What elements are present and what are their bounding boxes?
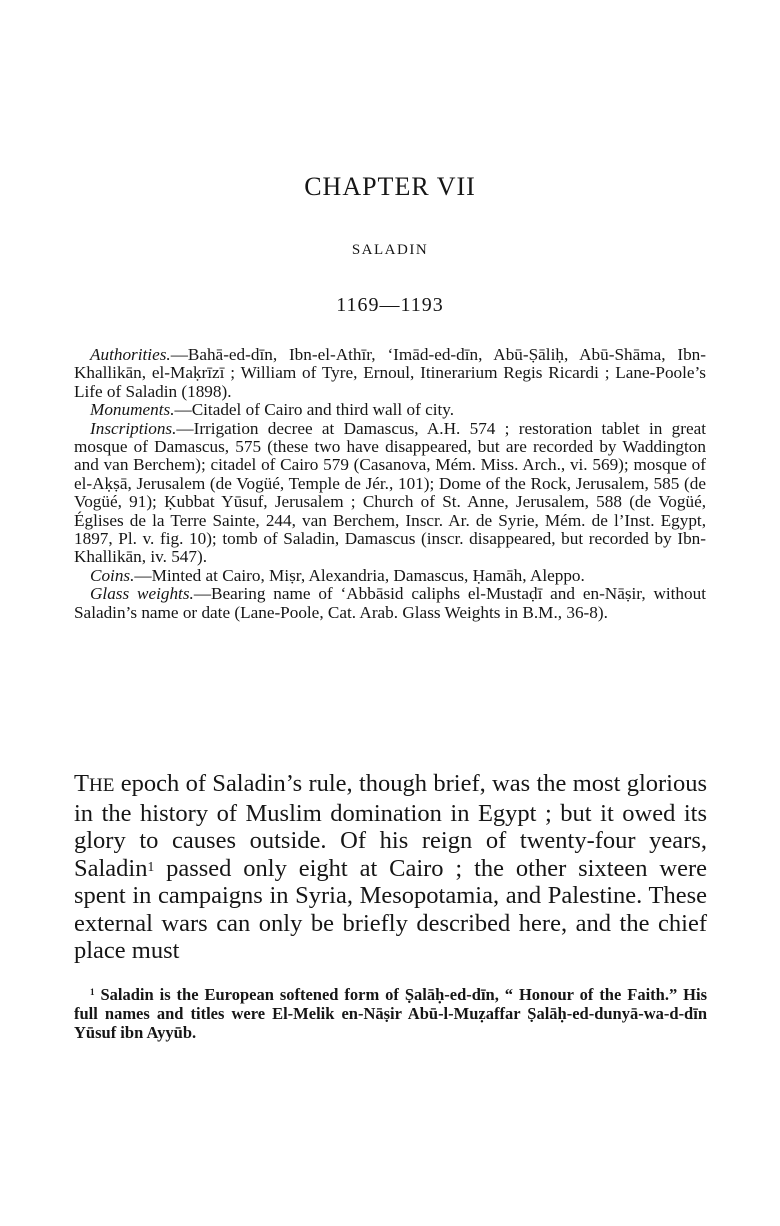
footnote-reference: 1 xyxy=(147,858,155,874)
main-paragraph xyxy=(74,770,707,965)
monuments-label: Monuments. xyxy=(90,400,175,420)
footnote-marker: 1 xyxy=(90,987,95,997)
glass-weights-label: Glass weights. xyxy=(90,584,194,604)
authorities-entry xyxy=(74,346,706,401)
coins-label: Coins. xyxy=(90,565,135,585)
authorities-text: —Bahā-ed-dīn, Ibn-el-Athīr, ‘Imād-ed-dīn, Abū-Ṣāliḥ, Abū-Shāma, Ibn-Khallikān, el-Maḳrīzī ; William of Tyre, Ernoul, Itinerarium Regis Ricardi ; Lane-Poole’s Life of Saladin (1898). xyxy=(74,345,706,401)
authorities-label: Authorities. xyxy=(90,345,171,364)
coins-text: —Minted at Cairo, Miṣr, Alexandria, Damascus, Ḥamāh, Aleppo. xyxy=(134,565,585,585)
footnote xyxy=(74,985,707,1042)
glass-weights-text: —Bearing name of ‘Abbāsid caliphs el-Mustaḍī and en-Nāṣir, without Saladin’s name or date (Lane-Poole, Cat. Arab. Glass Weights in B.M., 36-8). xyxy=(74,584,706,622)
chapter-subtitle: SALADIN xyxy=(351,242,429,258)
monuments-entry xyxy=(74,401,706,419)
footnote-text: Saladin is the European softened form of Ṣalāḥ-ed-dīn, “ Honour of the Faith.” His full names and titles were El-Melik en-Nāṣir Abū-l-Muẓaffar Ṣalāḥ-ed-dunyā-wa-d-dīn Yūsuf ibn Ayyūb. xyxy=(74,985,707,1042)
coins-entry xyxy=(74,567,706,585)
small-caps: HE xyxy=(88,775,115,796)
monuments-text: —Citadel of Cairo and third wall of city. xyxy=(174,400,455,420)
chapter-heading: CHAPTER VII xyxy=(304,172,476,201)
paragraph-text-part-1: epoch of Saladin’s rule, though brief, was the most glorious in the history of Muslim domination in Egypt ; but it owed its glory to causes outside. Of his reign of twenty-four years, Saladin xyxy=(74,770,707,882)
chapter-dates: 1169—1193 xyxy=(336,294,444,316)
paragraph-text-part-2: passed only eight at Cairo ; the other sixteen were spent in campaigns in Syria, Mesopotamia, and Palestine. These external wars can only be briefly described here, and the chief place must xyxy=(74,854,707,964)
sources-block xyxy=(74,346,706,622)
inscriptions-text: —Irrigation decree at Damascus, A.H. 574 ; restoration tablet in great mosque of Damascus, 575 (these two have disappeared, but are recorded by Waddington and van Berchem); citadel of Cairo 579 (Casanova, Mém. Miss. Arch., vi. 569); mosque of el-Aḳṣā, Jerusalem (de Vogüé, Temple de Jér., 101); Dome of the Rock, Jerusalem, 585 (de Vogüé, 91); Ḳubbat Yūsuf, Jerusalem ; Church of St. Anne, Jerusalem, 588 (de Vogüé, Églises de la Terre Sainte, 244, van Berchem, Inscr. Ar. de Syrie, Mém. de l’Inst. Egypt, 1897, Pl. v. fig. 10); tomb of Saladin, Damascus (inscr. disappeared, but recorded by Ibn-Khallikān, iv. 547). xyxy=(74,418,706,567)
inscriptions-entry xyxy=(74,420,706,567)
glass-weights-entry xyxy=(74,585,706,622)
drop-letter: T xyxy=(74,770,89,797)
inscriptions-label: Inscriptions. xyxy=(90,418,177,438)
